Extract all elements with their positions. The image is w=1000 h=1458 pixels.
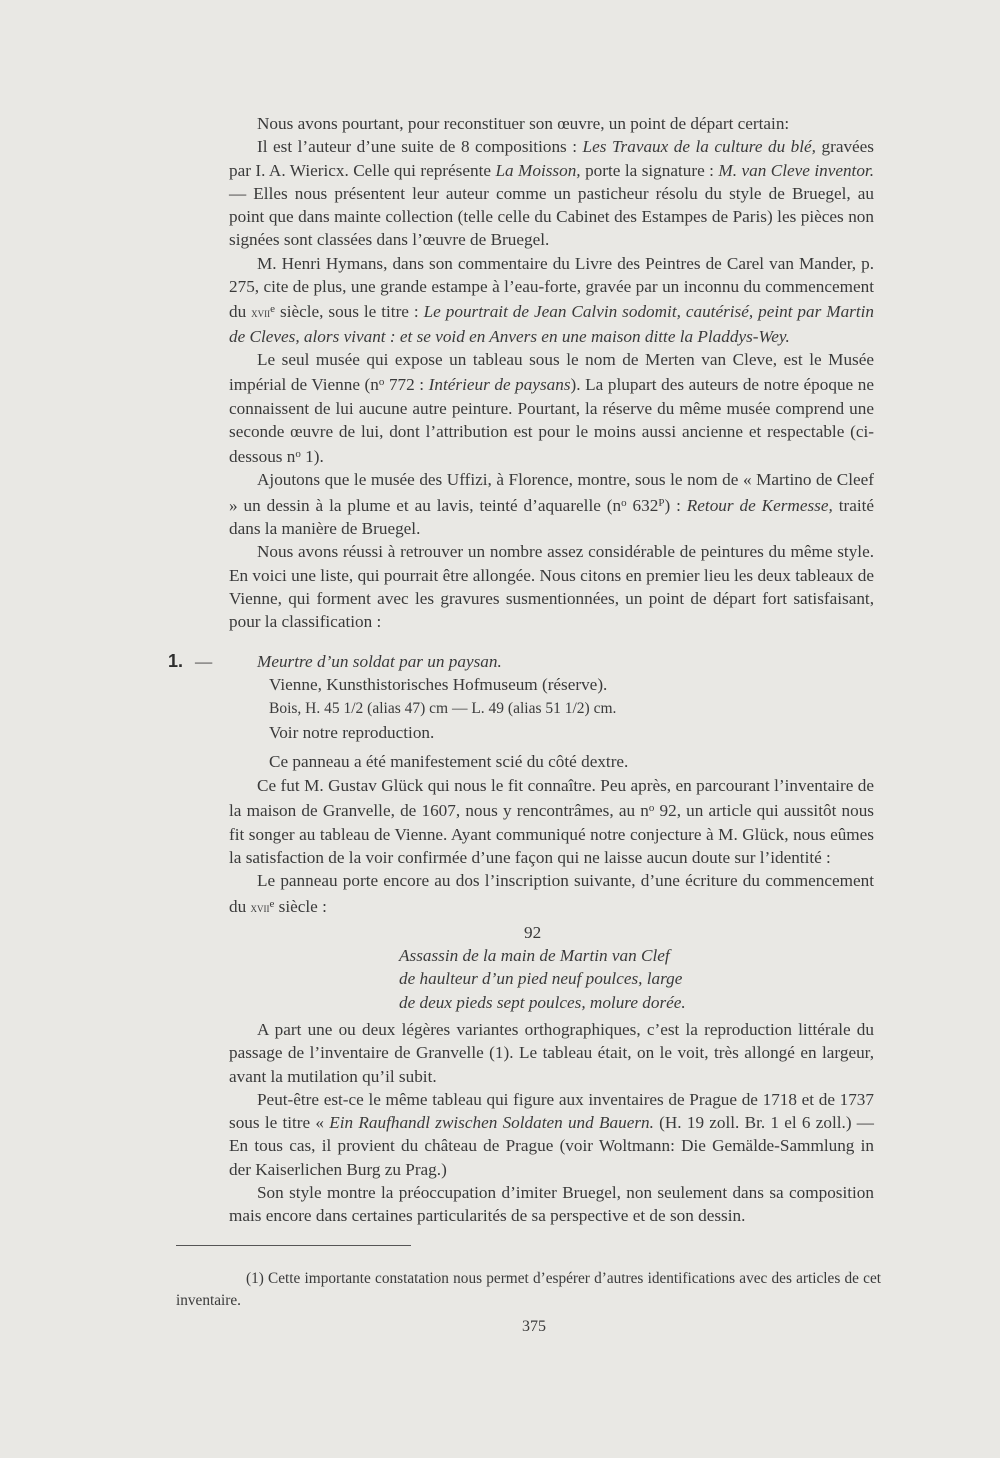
inscription: [229, 921, 874, 1014]
inscription-number: 92: [524, 922, 542, 942]
paragraph: Ajoutons que le musée des Uffizi, à Florence, montre, sous le nom de « Martino de Cleef » un dessin à la plume et au lavis, teinté d’aquarelle ($n^o$ $632^P$) : Retour de Kermesse, traité dans la manière de Bruegel.: [229, 470, 875, 539]
paragraph: Le panneau porte encore au dos l’inscription suivante, d’une écriture du commencement du xvii$^e$ siècle :: [229, 871, 874, 916]
catalogue-entry: [168, 650, 874, 773]
paragraph: Nous avons pourtant, pour reconstituer son œuvre, un point de départ certain:: [257, 114, 790, 133]
entry-location: Vienne, Kunsthistorisches Hofmuseum (réserve).: [269, 674, 608, 694]
paragraph: Nous avons réussi à retrouver un nombre assez considérable de peintures du même style. En voici une liste, qui pourrait être allongée. Nous citons en premier lieu les deux tableaux de Vienne, qui forment avec les gravures susmentionnées, un point de départ fort satisfaisant, pour la classification :: [229, 542, 874, 632]
entry-title: Meurtre d’un soldat par un paysan.: [257, 651, 502, 671]
paragraph: A part une ou deux légères variantes orthographiques, c’est la reproduction littérale du passage de l’inventaire de Granvelle (1). Le tableau était, on le voit, très allongé en largeur, avant la mutilation qu’il subit.: [229, 1019, 874, 1086]
entry-reproduction: Voir notre reproduction.: [269, 723, 435, 743]
inscription-line: Assassin de la main de Martin van Clef: [399, 946, 670, 966]
paragraph: Ce fut M. Gustav Glück qui nous le fit connaître. Peu après, en parcourant l’inventaire de la maison de Granvelle, de 1607, nous y rencontrâmes, au $n^o$ 92, un article qui aussitôt nous fit songer au tableau de Vienne. Ayant communiqué notre conjecture à M. Glück, nous eûmes la satisfaction de la voir confirmée d’une façon qui ne laisse aucun doute sur l’identité :: [229, 776, 874, 867]
paragraph: Il est l’auteur d’une suite de 8 compositions : Les Travaux de la culture du blé, gravées par I. A. Wiericx. Celle qui représente La Moisson, porte la signature : M. van Cleve inventor. — Elles nous présentent leur auteur comme un pasticheur résolu du style de Bruegel, au point que dans mainte collection (telle celle du Cabinet des Estampes de Paris) les pièces non signées sont classées dans l’œuvre de Bruegel.: [229, 137, 875, 250]
entry-details: [229, 673, 874, 773]
footnote-divider: [176, 1245, 411, 1246]
inscription-line: de haulteur d’un pied neuf poulces, large: [399, 969, 683, 989]
entry-dimensions: Bois, H. 45 1/2 (alias 47) cm — L. 49 (alias 51 1/2) cm.: [269, 700, 617, 718]
main-text: [168, 112, 875, 1228]
entry-note: Ce panneau a été manifestement scié du côté dextre.: [269, 751, 629, 771]
entry-dash: —: [195, 651, 213, 671]
footnote: (1) Cette importante constatation nous permet d’espérer d’autres identifications avec des articles de cet inventaire.: [176, 1270, 881, 1310]
inscription-line: de deux pieds sept poulces, molure dorée.: [399, 992, 686, 1012]
paragraph: Le seul musée qui expose un tableau sous le nom de Merten van Cleve, est le Musée impérial de Vienne ($n^o$ 772 : Intérieur de paysans). La plupart des auteurs de notre époque ne connaissent de lui aucune autre peinture. Pourtant, la réserve du même musée comprend une seconde œuvre de lui, dont l’attribution est pour le moins aussi ancienne et respectable (ci-dessous $n^o$ 1).: [229, 349, 874, 467]
page-number: 375: [522, 1318, 546, 1335]
paragraph: M. Henri Hymans, dans son commentaire du Livre des Peintres de Carel van Mander, p. 275, cite de plus, une grande estampe à l’eau-forte, gravée par un inconnu du commencement du xvii$^e$ siècle, sous le titre : Le pourtrait de Jean Calvin sodomit, cautérisé, peint par Martin de Cleves, alors vivant : et se void en Anvers en une maison ditte la Pladdys-Wey.: [229, 253, 874, 346]
paragraph: Son style montre la préoccupation d’imiter Bruegel, non seulement dans sa composition mais encore dans certaines particularités de sa perspective et de son dessin.: [229, 1183, 874, 1226]
entry-number: 1.: [168, 650, 184, 671]
paragraph: Peut-être est-ce le même tableau qui figure aux inventaires de Prague de 1718 et de 1737 sous le titre « Ein Raufhandl zwischen Soldaten und Bauern. (H. 19 zoll. Br. 1 el 6 zoll.) — En tous cas, il provient du château de Prague (voir Woltmann: Die Gemälde-Sammlung in der Kaiserlichen Burg zu Prag.): [229, 1089, 874, 1179]
